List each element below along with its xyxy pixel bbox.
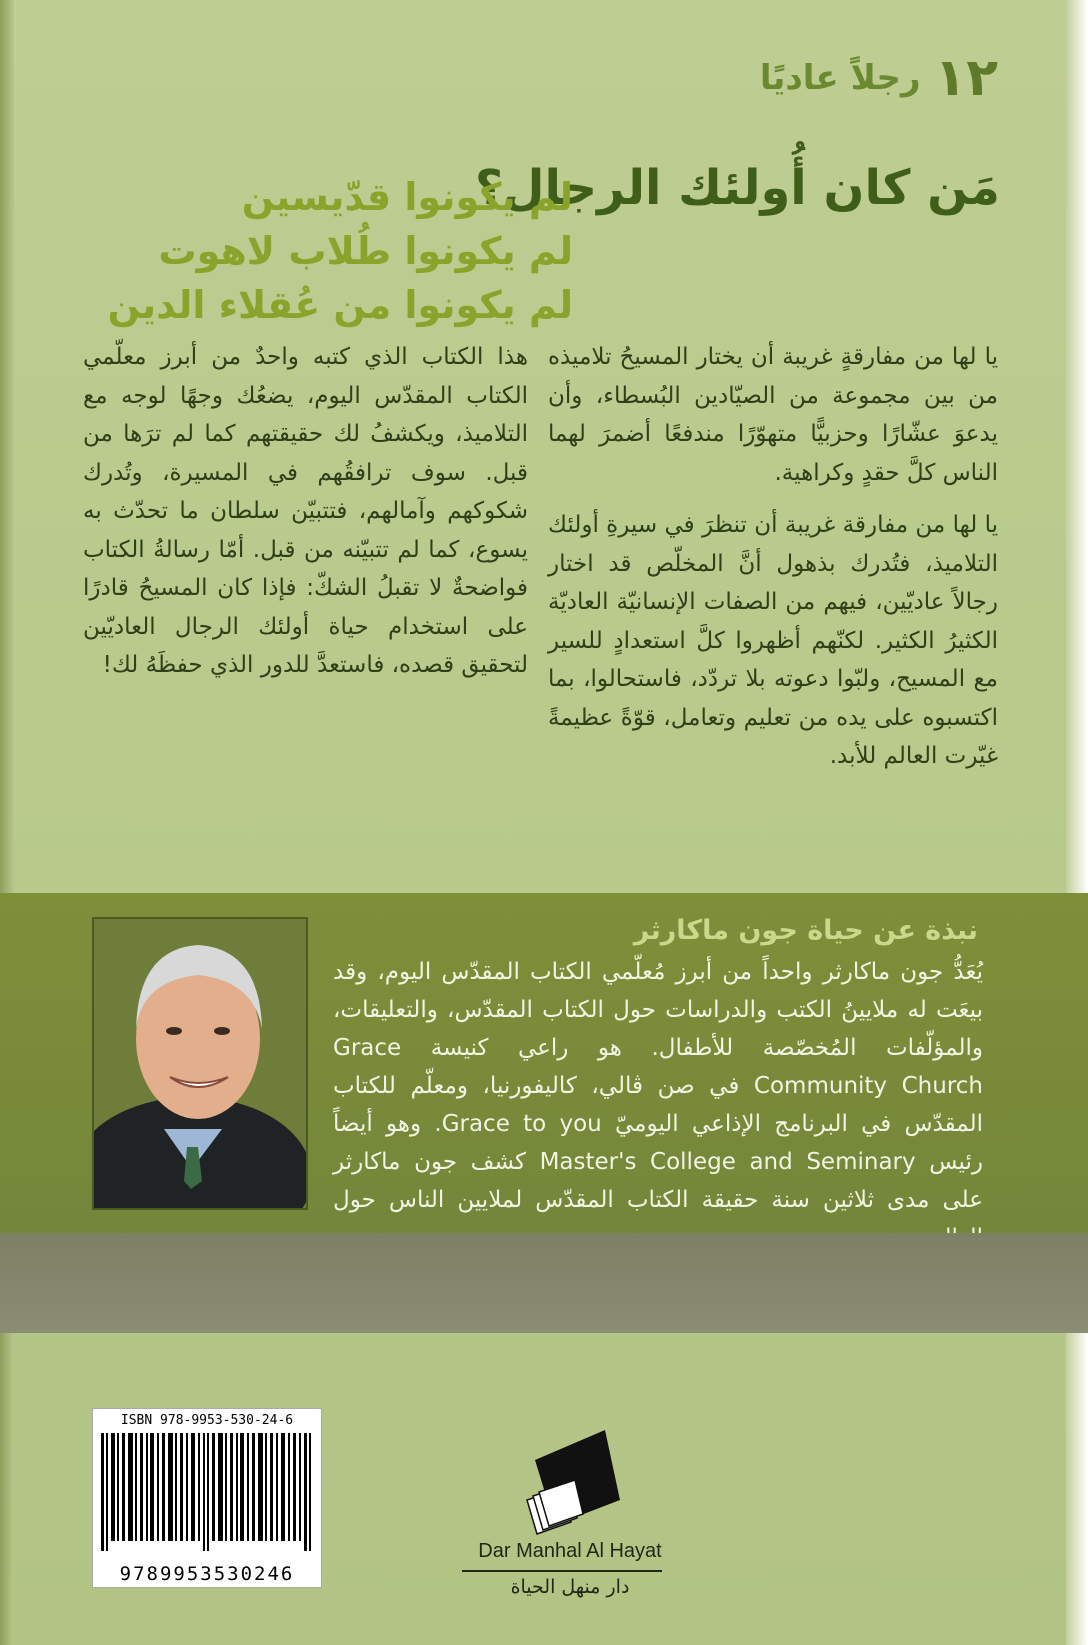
blurb-right-column — [548, 338, 998, 790]
series-number: ١٢ — [934, 48, 998, 108]
barcode-bars — [101, 1433, 313, 1551]
bio-title: نبذة عن حياة جون ماكارثر — [633, 915, 978, 946]
not-list-item: لم يكونوا طُلاب لاهوت — [158, 229, 573, 273]
bio-text: يُعَدُّ جون ماكارثر واحداً من أبرز مُعلّمي الكتاب المقدّس اليوم، وقد بيعَت له ملايينُ الكتب والدراسات حول الكتاب المقدّس، والتعليقات، والمؤلّفات المُخصّصة للأطفال. هو راعي كنيسة Grace Community Church في صن ڤالي، كاليفورنيا، ومعلّم للكتاب المقدّس في البرنامج الإذاعي اليوميّ Grace to you. وهو أيضاً رئيس Master's College and Seminary كشف جون ماكارثر على مدى ثلاثين سنة حقيقة الكتاب المقدّس لملايين الناس حول — [333, 959, 984, 1213]
blurb-paragraph: يا لها من مفارقةٍ غريبة أن يختار المسيحُ تلاميذه من بين مجموعة من الصيّادين البُسطاء، وأن يدعوَ عشّارًا وحزبيًّا متهوّرًا مندفعًا أضمرَ لهما الناس كلَّ حقدٍ وكراهية. — [548, 344, 998, 486]
author-bio-band — [0, 893, 1088, 1233]
not-list-item: لم يكونوا من عُقلاء الدين — [107, 283, 573, 327]
blurb-paragraph: هذا الكتاب الذي كتبه واحدٌ من أبرز معلّمي الكتاب المقدّس اليوم، يضعُك وجهًا لوجه مع التلاميذ، ويكشفُ لك حقيقتهم كما لم ترَها من قبل. سوف ترافقُهم في المسيرة، وتُدرك شكوكهم وآمالهم، فتتبيّن سلطان ما تحدّث به يسوع، كما لم تتبيّنه من قبل. أمّا رسالةُ الكتاب فواضحةٌ لا تقبلُ الشكّ: فإذا كان المسيحُ قادرًا على استخدام حياة أولئك الرجال العاديّين لتحقيق قصده، فاستعدَّ للدور الذي حفظَهُ لك! — [83, 344, 528, 678]
page-edge — [1066, 0, 1088, 1645]
blurb-left-column — [83, 338, 528, 699]
barcode-number: 9789953530246 — [119, 1563, 295, 1585]
publisher-name-ar: دار منهل الحياة — [510, 1576, 630, 1598]
isbn-label: ISBN 978-9953-530-24-6 — [120, 1413, 294, 1428]
blurb-paragraph: يا لها من مفارقة غريبة أن تنظرَ في سيرةِ أولئك التلاميذ، فتُدرك بذهول أنَّ المخلّص قد اختار رجالاً عاديّين، فيهم من الصفات الإنسانيّة العاديّة الكثيرُ الكثير. لكنّهم أظهروا كلَّ استعدادٍ للسير مع المسيح، ولبّوا دعوته بلا تردّد، فاستحالوا، بما اكتسبوه على يده من تعليم وتعامل، قوّةً عظيمةً غيّرت العالم للأبد. — [548, 512, 998, 769]
not-list — [108, 170, 573, 332]
grey-band — [0, 1233, 1088, 1333]
publisher-name-en: Dar Manhal Al Hayat — [478, 1540, 662, 1562]
barcode — [92, 1408, 322, 1588]
series-name: رجلاً عاديًا — [759, 58, 921, 98]
headline: مَن كان أُولئك الرجال؟ — [475, 160, 1000, 216]
author-photo — [92, 917, 308, 1210]
not-list-item: لم يكونوا قدّيسين — [241, 175, 573, 219]
spine-shadow — [0, 0, 14, 1645]
publisher-rule — [462, 1570, 662, 1572]
publisher-logo-icon — [525, 1430, 635, 1540]
series-label — [759, 48, 998, 108]
